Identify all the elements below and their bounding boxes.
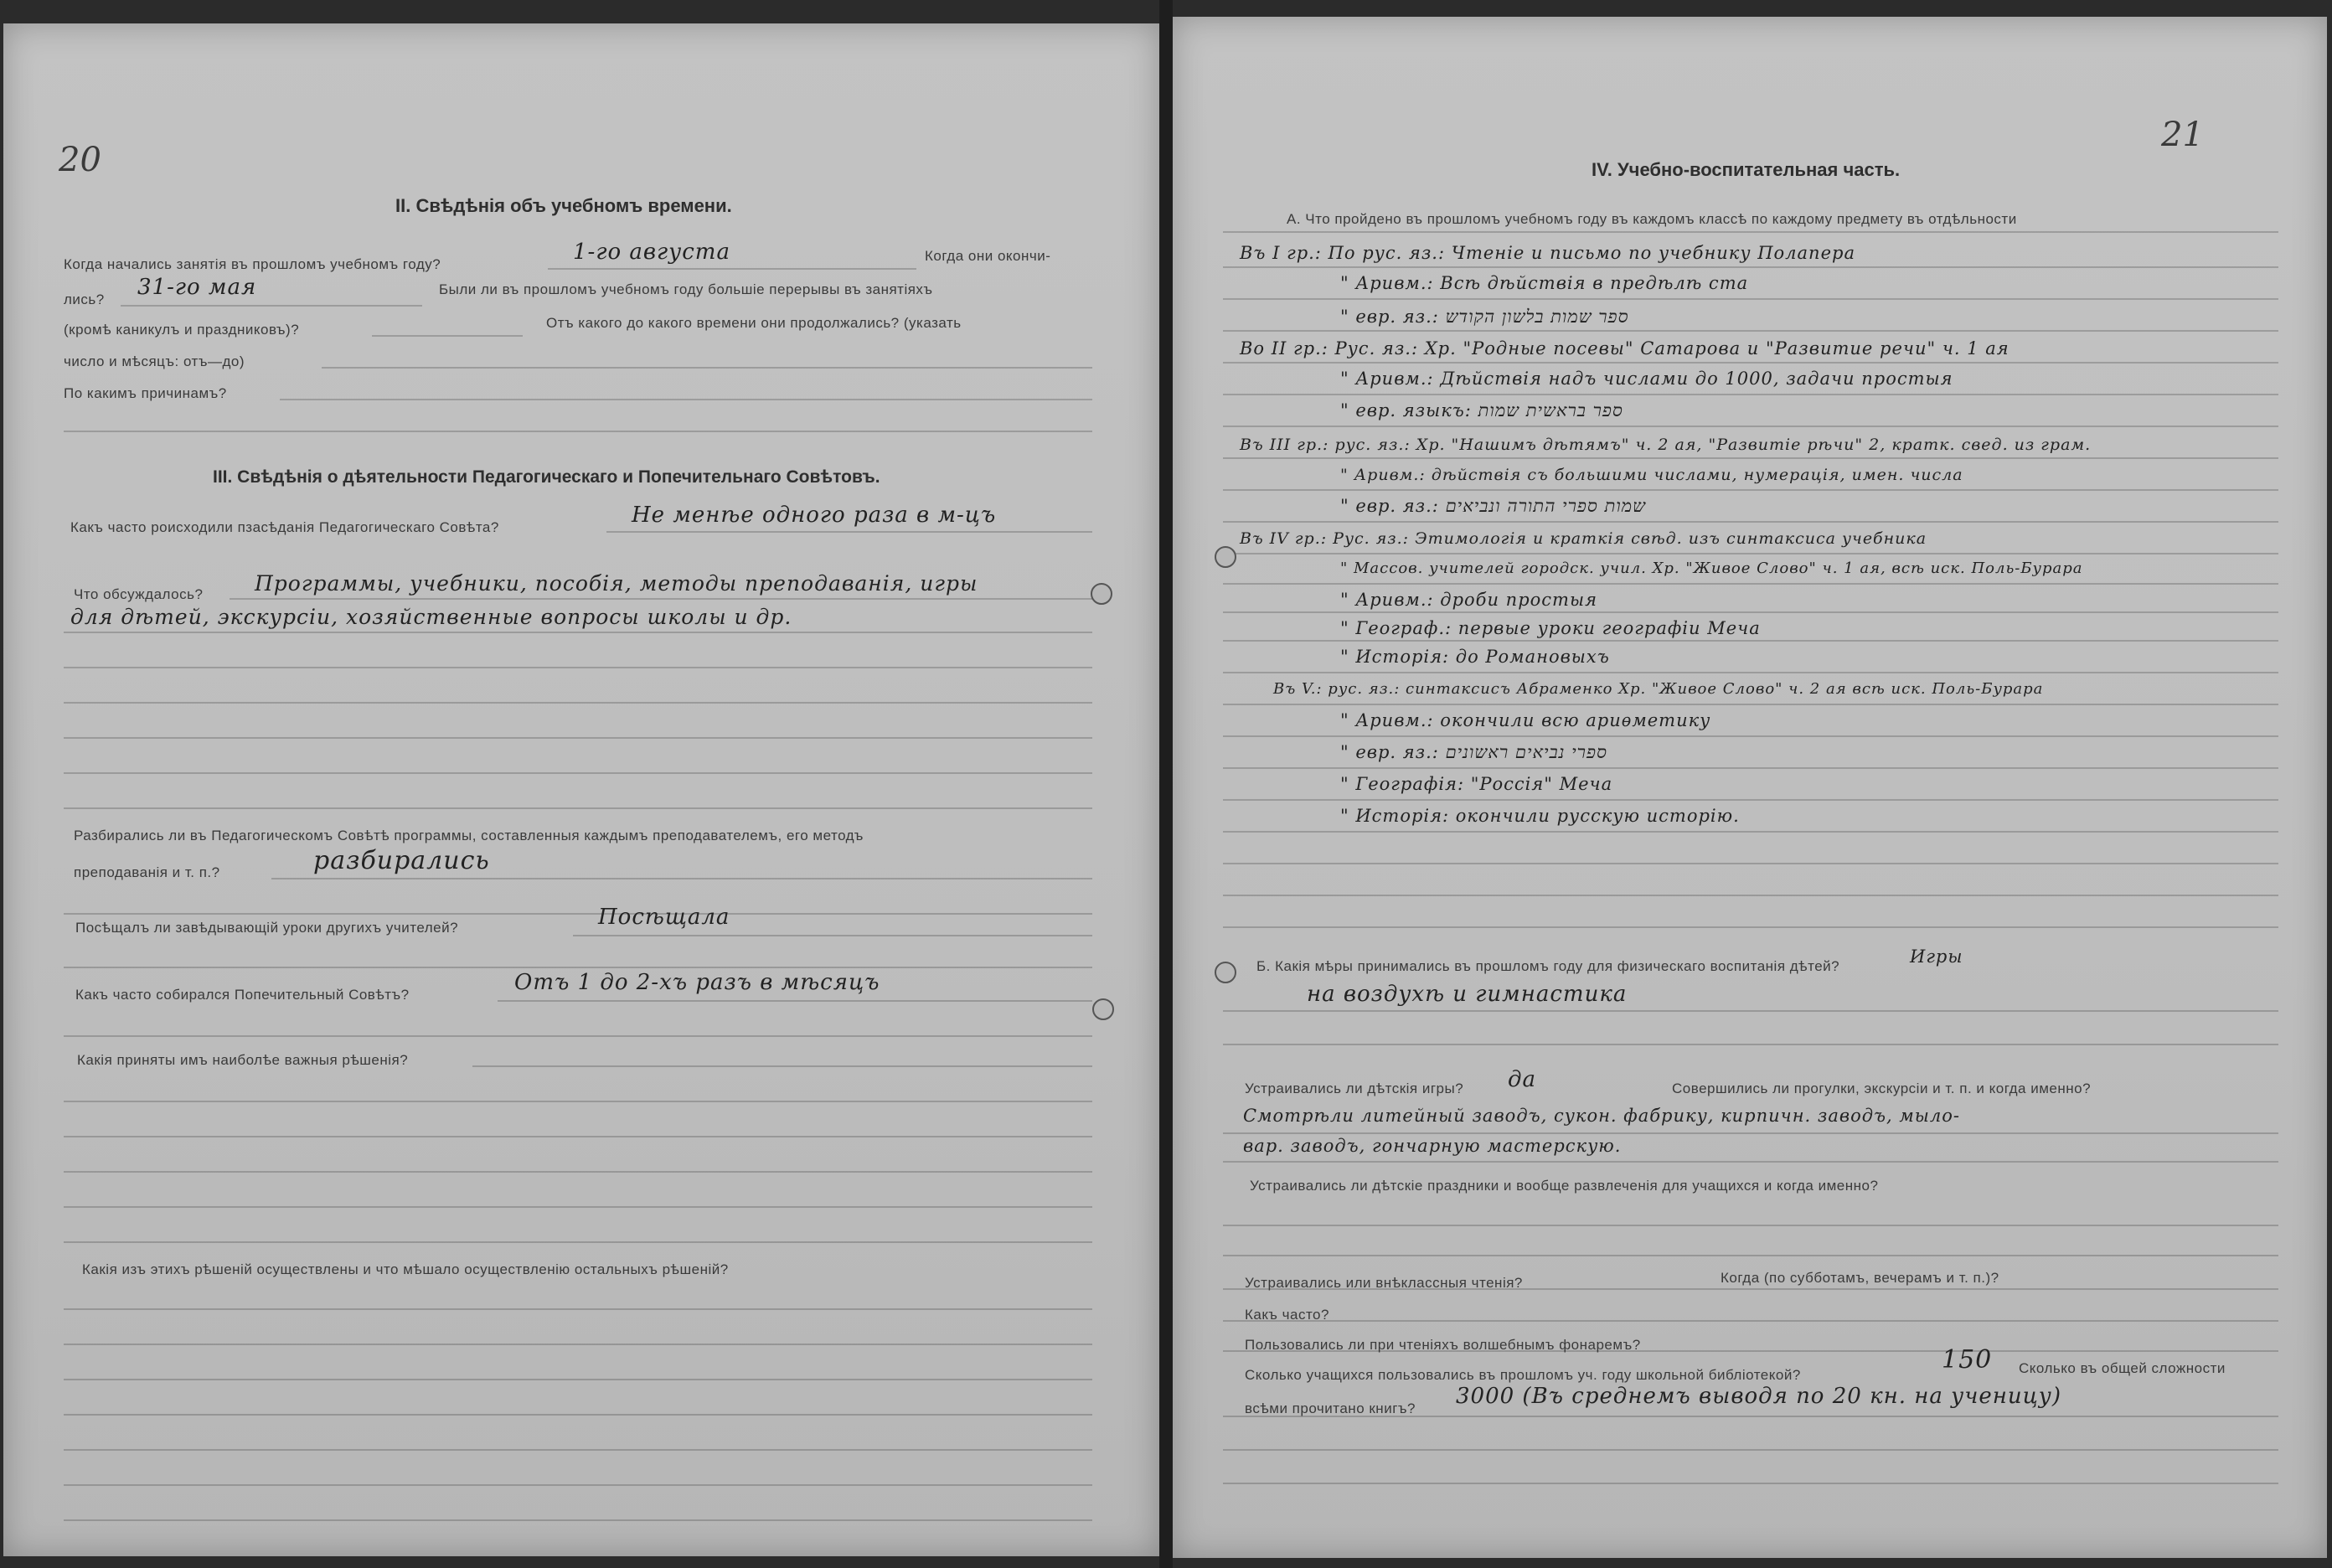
section-4-title: IV. Учебно-воспитательная часть.: [1592, 159, 1901, 180]
answer-B-1: Игры: [1910, 946, 1963, 967]
entry: Въ IV гр.: Рус. яз.: Этимологія и краткія свѣд. изъ синтаксиса учебника: [1240, 529, 1927, 548]
question-library: Сколько учащихся пользовались въ прошломъ уч. году школьной библіотекой?: [1245, 1367, 1801, 1383]
question-breaks-4: число и мѣсяцъ: отъ—до): [64, 353, 245, 369]
entry: " Исторія: окончили русскую исторію.: [1340, 806, 1740, 826]
section-3-title: III. Свѣдѣнія о дѣятельности Педагогическаго и Попечительнаго Совѣтовъ.: [213, 467, 880, 487]
question-readings: Устраивались или внѣклассныя чтенія?: [1245, 1275, 1523, 1291]
page-number-right: 21: [2161, 116, 2204, 154]
question-breaks-3: Отъ какого до какого времени они продолжались? (указать: [546, 315, 962, 331]
binding-hole: [1091, 583, 1112, 605]
entry: " евр. языкъ: ספר בראשית שמות: [1340, 400, 1623, 420]
entry: " евр. яз.: ספר שמות בלשון הקודש: [1340, 307, 1629, 327]
question-books: всѣми прочитано книгъ?: [1245, 1400, 1416, 1416]
right-page: [1173, 17, 2327, 1558]
question-programs-2: преподаванія и т. п.?: [74, 864, 220, 880]
question-B: Б. Какія мѣры принимались въ прошломъ году для физическаго воспитанія дѣтей?: [1256, 958, 1840, 974]
answer-walks-1: Смотрѣли литейный заводъ, сукон. фабрику, кирпичн. заводъ, мыло-: [1243, 1106, 1961, 1126]
entry: " Аривм.: дроби простыя: [1340, 590, 1597, 610]
question-when: Когда (по субботамъ, вечерамъ и т. п.)?: [1721, 1270, 1999, 1286]
answer-programs: разбирались: [313, 846, 490, 875]
question-breaks: Были ли въ прошломъ учебномъ году большіе перерывы въ занятіяхъ: [439, 281, 933, 297]
book-spine: [1159, 0, 1173, 1568]
answer-ped-freq: Не менѣе одного раза в м-цъ: [632, 503, 997, 528]
binding-hole-2: [1092, 998, 1114, 1020]
question-A: А. Что пройдено въ прошломъ учебномъ году въ каждомъ классѣ по каждому предмету въ отдѣльности: [1287, 211, 2017, 227]
binding-hole-4: [1215, 962, 1236, 983]
answer-end: 31-го мая: [137, 275, 257, 300]
question-breaks-2: (кромѣ каникулъ и праздниковъ)?: [64, 322, 300, 338]
answer-discussed-1: Программы, учебники, пособія, методы преподаванія, игры: [255, 571, 978, 596]
question-trustee-freq: Какъ часто собирался Попечительный Совѣтъ?: [75, 987, 410, 1003]
entry: " Аривм.: окончили всю ариѳметику: [1340, 710, 1711, 730]
entry: " Аривм.: Дѣйствія надъ числами до 1000, задачи простыя: [1340, 369, 1953, 389]
answer-games: да: [1508, 1067, 1536, 1092]
section-2-title: II. Свѣдѣнія объ учебномъ времени.: [395, 195, 732, 216]
entry: " Аривм.: дѣйствія съ большими числами, нумерація, имен. числа: [1340, 466, 1963, 484]
page-number-left: 20: [59, 141, 101, 179]
entry: Во II гр.: Рус. яз.: Хр. "Родные посевы" Сатарова и "Развитие речи" ч. 1 ая: [1240, 338, 2010, 358]
answer-discussed-2: для дѣтей, экскурсіи, хозяйственные вопросы школы и др.: [70, 605, 792, 629]
question-holidays: Устраивались ли дѣтскіе праздники и вообще развлеченія для учащихся и когда именно?: [1250, 1178, 1879, 1194]
question-library-2: Сколько въ общей сложности: [2019, 1360, 2226, 1376]
answer-books: 3000 (Въ среднемъ выводя по 20 кн. на ученицу): [1456, 1384, 2062, 1409]
question-reasons: По какимъ причинамъ?: [64, 385, 227, 401]
question-ped-freq: Какъ часто роисходили пзасѣданія Педагогическаго Совѣта?: [70, 519, 499, 535]
entry: " Массов. учителей городск. учил. Хр. "Живое Слово" ч. 1 ая, всѣ иск. Поль-Бурара: [1340, 560, 2083, 577]
entry: " евр. яз.: ספרי נביאים ראשונים: [1340, 742, 1607, 762]
question-visits: Посѣщалъ ли завѣдывающій уроки другихъ учителей?: [75, 920, 459, 936]
entry: Въ I гр.: По рус. яз.: Чтеніе и письмо по учебнику Полапера: [1240, 243, 1855, 263]
question-walks: Совершились ли прогулки, экскурсіи и т. п. и когда именно?: [1672, 1081, 2092, 1096]
binding-hole-3: [1215, 546, 1236, 568]
question-how-often: Какъ часто?: [1245, 1307, 1329, 1323]
answer-walks-2: вар. заводъ, гончарную мастерскую.: [1243, 1136, 1622, 1156]
answer-B-2: на воздухѣ и гимнастика: [1307, 982, 1628, 1007]
answer-library: 150: [1942, 1345, 1993, 1375]
entry: Въ V.: рус. яз.: синтаксисъ Абраменко Хр. "Живое Слово" ч. 2 ая всѣ иск. Поль-Бурара: [1273, 680, 2044, 698]
question-end-cont: лись?: [64, 291, 105, 307]
question-decisions: Какія приняты имъ наиболѣе важныя рѣшенія?: [77, 1052, 409, 1068]
question-end: Когда они окончи-: [925, 248, 1051, 264]
question-start: Когда начались занятія въ прошломъ учебномъ году?: [64, 256, 441, 272]
entry: " Географія: "Россія" Меча: [1340, 774, 1613, 794]
answer-trustee-freq: Отъ 1 до 2-хъ разъ в мѣсяцъ: [514, 970, 880, 995]
left-page: [3, 23, 1159, 1556]
entry: " Географ.: первые уроки географіи Меча: [1340, 618, 1761, 638]
entry: Въ III гр.: рус. яз.: Хр. "Нашимъ дѣтямъ" ч. 2 ая, "Развитіе рѣчи" 2, кратк. свед. из грам.: [1240, 436, 2092, 454]
entry: " Исторія: до Романовыхъ: [1340, 647, 1610, 667]
question-implemented: Какія изъ этихъ рѣшеній осуществлены и что мѣшало осуществленію остальныхъ рѣшеній?: [82, 1261, 729, 1277]
answer-visits: Посѣщала: [598, 905, 730, 930]
entry: " евр. яз.: שמות ספרי התורה ונביאים: [1340, 496, 1647, 516]
question-programs: Разбирались ли въ Педагогическомъ Совѣтѣ программы, составленныя каждымъ преподавателемъ, его методъ: [74, 828, 864, 843]
entry: " Аривм.: Всѣ дѣйствія в предѣлѣ ста: [1340, 273, 1749, 293]
question-games: Устраивались ли дѣтскія игры?: [1245, 1081, 1464, 1096]
question-lantern: Пользовались ли при чтеніяхъ волшебнымъ фонаремъ?: [1245, 1337, 1641, 1353]
question-discussed: Что обсуждалось?: [74, 586, 204, 602]
answer-start: 1-го августа: [573, 240, 730, 265]
